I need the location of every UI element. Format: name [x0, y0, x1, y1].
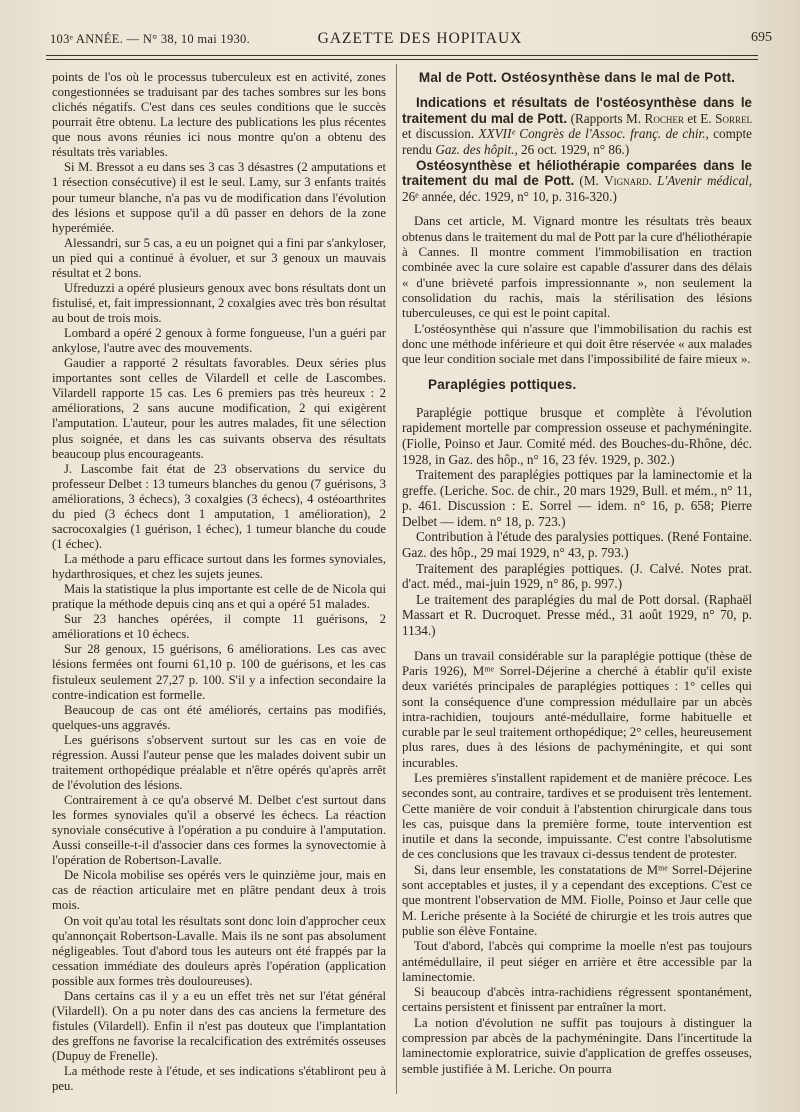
- paragraph: Mais la statistique la plus importante est celle de de Nicola qui pratique la méthode depuis cinq ans et qui a opéré 51 malades.: [52, 582, 386, 612]
- paragraph: Si, dans leur ensemble, les constatations de Mᵐᵉ Sorrel-Déjerine sont acceptables et justes, il y a cependant des exceptions. C'est ce que montrent l'observation de MM. Fiolle, Poinso et Jaur celle que M. Leriche présente à la Société de chirurgie et les trois autres que publie son élève Fontaine.: [402, 862, 752, 938]
- page-number: 695: [751, 30, 772, 45]
- journal-title: GAZETTE DES HOPITAUX: [317, 30, 523, 47]
- paragraph: Contrairement à ce qu'a observé M. Delbet c'est surtout dans les formes synoviales qu'il a observé les échecs. La réaction synoviale consécutive à l'opération a pu conduire à l'amputation. Aussi conseille-t-il d'associer dans ces formes la synovectomie à l'opération de Robertson-Lavalle.: [52, 793, 386, 868]
- reference-title: Ostéosynthèse et héliothérapie comparées dans le traitement du mal de Pott.: [402, 157, 752, 189]
- reference-entry: Traitement des paraplégies pottiques par la laminectomie et la greffe. (Leriche. Soc. de chir., 20 mars 1929, Bull. et mém., n° 11, p. 461. Discussion : E. Sorrel — idem. n° 16, p. 658; Pierre Delbet — idem. n° 18, p. 723.): [402, 467, 752, 529]
- author: Sorrel: [715, 110, 752, 126]
- author: Rocher: [644, 110, 684, 126]
- section-title: Paraplégies pottiques.: [428, 377, 577, 393]
- paragraph: Si beaucoup d'abcès intra-rachidiens régressent spontanément, certains persistent et finissent par entraîner la mort.: [402, 985, 752, 1015]
- reference-entry: Indications et résultats de l'ostéosynthèse dans le traitement du mal de Pott. (Rapports M. Rocher et E. Sorrel et discussion. XXVIIᵉ Congrès de l'Assoc. franç. de chir., compte rendu Gaz. des hôpit., 26 oct. 1929, n° 86.): [402, 95, 752, 158]
- paragraph: Tout d'abord, l'abcès qui comprime la moelle n'est pas toujours antémédullaire, il peut siéger en arrière et être accessible par la laminectomie.: [402, 939, 752, 984]
- reference-entry: Traitement des paraplégies pottiques. (J. Calvé. Notes prat. d'act. méd., mai-juin 1929, n° 86, p. 997.): [402, 560, 752, 592]
- paragraph: La méthode reste à l'étude, et ses indications s'établiront peu à peu.: [52, 1064, 386, 1094]
- paragraph: Beaucoup de cas ont été améliorés, certains pas modifiés, quelques-uns aggravés.: [52, 702, 386, 732]
- page-header: [50, 28, 772, 50]
- paragraph: Si M. Bressot a eu dans ses 3 cas 3 désastres (2 amputations et 1 résection consécutive) il est le seul. Lamy, sur 3 enfants traités pour tumeur blanche, n'a pas vu de modification dans l'évolution des lésions et suppose qu'il a dû passer en dehors de la zone hyperémiée.: [52, 160, 386, 235]
- header-rule: [46, 55, 758, 56]
- paragraph: On voit qu'au total les résultats sont donc loin d'approcher ceux qu'annonçait Robertson-Lavalle. Mais ils ne sont pas absolument négligeables. Tout d'abord tous les auteurs ont été frappés par la cessation immédiate des douleurs après l'opération (application possible aux formes très douloureuses).: [52, 913, 386, 988]
- author: Vignard: [604, 173, 649, 189]
- paragraph: Sur 23 hanches opérées, il compte 11 guérisons, 2 améliorations et 10 échecs.: [52, 612, 386, 642]
- header-rule-thin: [46, 59, 758, 60]
- paragraph: Gaudier a rapporté 2 résultats favorables. Deux séries plus importantes sont celles de Vilardell et celle de Lascombes. Vilardell rapporte 15 cas. Les 6 premiers pas très heureux : 2 améliorations, 2 sans aucune modification, 2 qui exigèrent l'amputation. L'auteur, pour les autres malades, fit une sélection plus soignée, et dans les cas suivants observa des résultats beaucoup plus encourageants.: [52, 356, 386, 461]
- reference-entry: Ostéosynthèse et héliothérapie comparées dans le traitement du mal de Pott. (M. Vignard. L'Avenir médical, 26ᵉ année, déc. 1929, n° 10, p. 316-320.): [402, 157, 752, 204]
- paragraph: Dans un travail considérable sur la paraplégie pottique (thèse de Paris 1926), Mᵐᵉ Sorrel-Déjerine a cherché à établir qu'il existe deux variétés principales de paraplégies pottiques : 1° celles qui sont la conséquence d'une compression médullaire par un abcès intra-rachidien, toujours anté-médullaire, forme habituelle et curable par le seul traitement orthopédique; 2° celles, heureusement plus rares, dues à des lésions de pachyméningite, et qui sont incurables.: [402, 648, 752, 770]
- issue-info: 103ᵉ ANNÉE. — N° 38, 10 mai 1930.: [50, 32, 251, 46]
- paragraph: De Nicola mobilise ses opérés vers le quinzième jour, mais en cas de réaction articulaire met en plâtre pendant deux à trois mois.: [52, 868, 386, 913]
- paragraph: Les premières s'installent rapidement et de manière précoce. Les secondes sont, au contraire, tardives et se produisent très lentement. Cette manière de voir conduit à l'abstention chirurgicale dans tous les cas, puisque dans la première forme, toute intervention est inutile et dans la seconde, impuissante. C'est contre l'absolutisme de ces conclusions que les travaux ci-dessus tendent de protester.: [402, 771, 752, 862]
- reference-entry: Le traitement des paraplégies du mal de Pott dorsal. (Raphaël Massart et R. Ducroquet. Presse méd., 31 août 1929, n° 70, p. 1134.): [402, 591, 752, 639]
- left-column: [52, 70, 386, 1094]
- paragraph: L'ostéosynthèse qui n'assure que l'immobilisation du rachis est donc une méthode inférieure et qui doit être réservée « aux malades que leur condition sociale met dans l'impossibilité de faire mieux ».: [402, 321, 752, 367]
- reference-entry: Paraplégie pottique brusque et complète à l'évolution rapidement mortelle par compression osseuse et pachyméningite. (Fiolle, Poinso et Jaur. Comité méd. des Bouches-du-Rhône, déc. 1928, in Gaz. des hôp., n° 16, 23 fév. 1929, p. 302.): [402, 404, 752, 467]
- paragraph: La notion d'évolution ne suffit pas toujours à distinguer la compression par abcès de la pachyméningite. Dans l'incertitude la laminectomie exploratrice, suivie d'application de greffes osseuses, semble justifiée à M. Leriche. On pourra: [402, 1015, 752, 1076]
- paragraph: Dans cet article, M. Vignard montre les résultats très beaux obtenus dans le traitement du mal de Pott par la cure d'héliothérapie à Cannes. Il montre comment l'immobilisation en traction combinée avec la cure solaire est capable d'assurer dans des délais « d'une brièveté parfois impressionnante », non seulement la consolidation du rachis, mais la stérilisation des lésions tuberculeuses, ce qui est le point capital.: [402, 214, 752, 321]
- reference-title: Indications et résultats de l'ostéosynthèse dans le traitement du mal de Pott.: [402, 95, 752, 126]
- paragraph: Sur 28 genoux, 15 guérisons, 6 améliorations. Les cas avec lésions fermées ont fourni 61,10 p. 100 de guérisons, et les cas fistuleux seulement 27,27 p. 100. S'il y a infection secondaire la contre-indication est formelle.: [52, 642, 386, 702]
- paragraph: Dans certains cas il y a eu un effet très net sur l'état général (Vilardell). On a pu noter dans des cas anciens la fermeture des fistules (Vilardell). Enfin il n'est pas douteux que l'implantation des greffons ne favorise la recalcification des extrémités osseuses (Dupuy de Frenelle).: [52, 988, 386, 1064]
- paragraph: Alessandri, sur 5 cas, a eu un poignet qui a fini par s'ankyloser, un pied qui a continué à évoluer, et sur 3 genoux un mauvais résultat et 2 bons.: [52, 235, 386, 280]
- paragraph: J. Lascombe fait état de 23 observations du service du professeur Delbet : 13 tumeurs blanches du genou (7 guérisons, 3 améliorations, 3 échecs), 3 coxalgies (3 échecs), 4 ostéoarthrites du pied (3 échecs dont 1 amputation, 1 amélioration), 2 sacrocoxalgies (1 guérison, 1 échec), 1 tumeur blanche du coude (1 échec).: [52, 461, 386, 551]
- paragraph: Ufreduzzi a opéré plusieurs genoux avec bons résultats dont un fistulisé, et, fait impressionnant, 2 coxalgies avec très bon résultat au bout de trois mois.: [52, 280, 387, 325]
- paragraph: points de l'os où le processus tuberculeux est en activité, zones congestionnées se traduisant par des taches sombres sur les bons clichés négatifs. C'est dans ces seules conditions que le succès pourrait être obtenu. La lecture des publications les plus récentes que nous avons réunies ici nous montre qu'on a obtenu des résultats très variables.: [52, 70, 386, 160]
- reference-entry: Contribution à l'étude des paralysies pottiques. (René Fontaine. Gaz. des hôp., 29 mai 1929, n° 43, p. 793.): [402, 529, 752, 561]
- section-title: Mal de Pott. Ostéosynthèse dans le mal de Pott.: [418, 70, 736, 85]
- paragraph: Lombard a opéré 2 genoux à forme fongueuse, l'un a guéri par ankylose, l'autre avec des mouvements.: [52, 326, 386, 356]
- right-column: [402, 70, 752, 1077]
- column-divider: [396, 64, 397, 1094]
- paragraph: Les guérisons s'observent surtout sur les cas en voie de régression. Aussi l'auteur pense que les malades doivent subir un traitement orthopédique préalable et n'être opérés qu'après arrêt de l'évolution des lésions.: [52, 732, 386, 792]
- paragraph: La méthode a paru efficace surtout dans les formes synoviales, hydarthrosiques, et chez les sujets jeunes.: [52, 552, 386, 582]
